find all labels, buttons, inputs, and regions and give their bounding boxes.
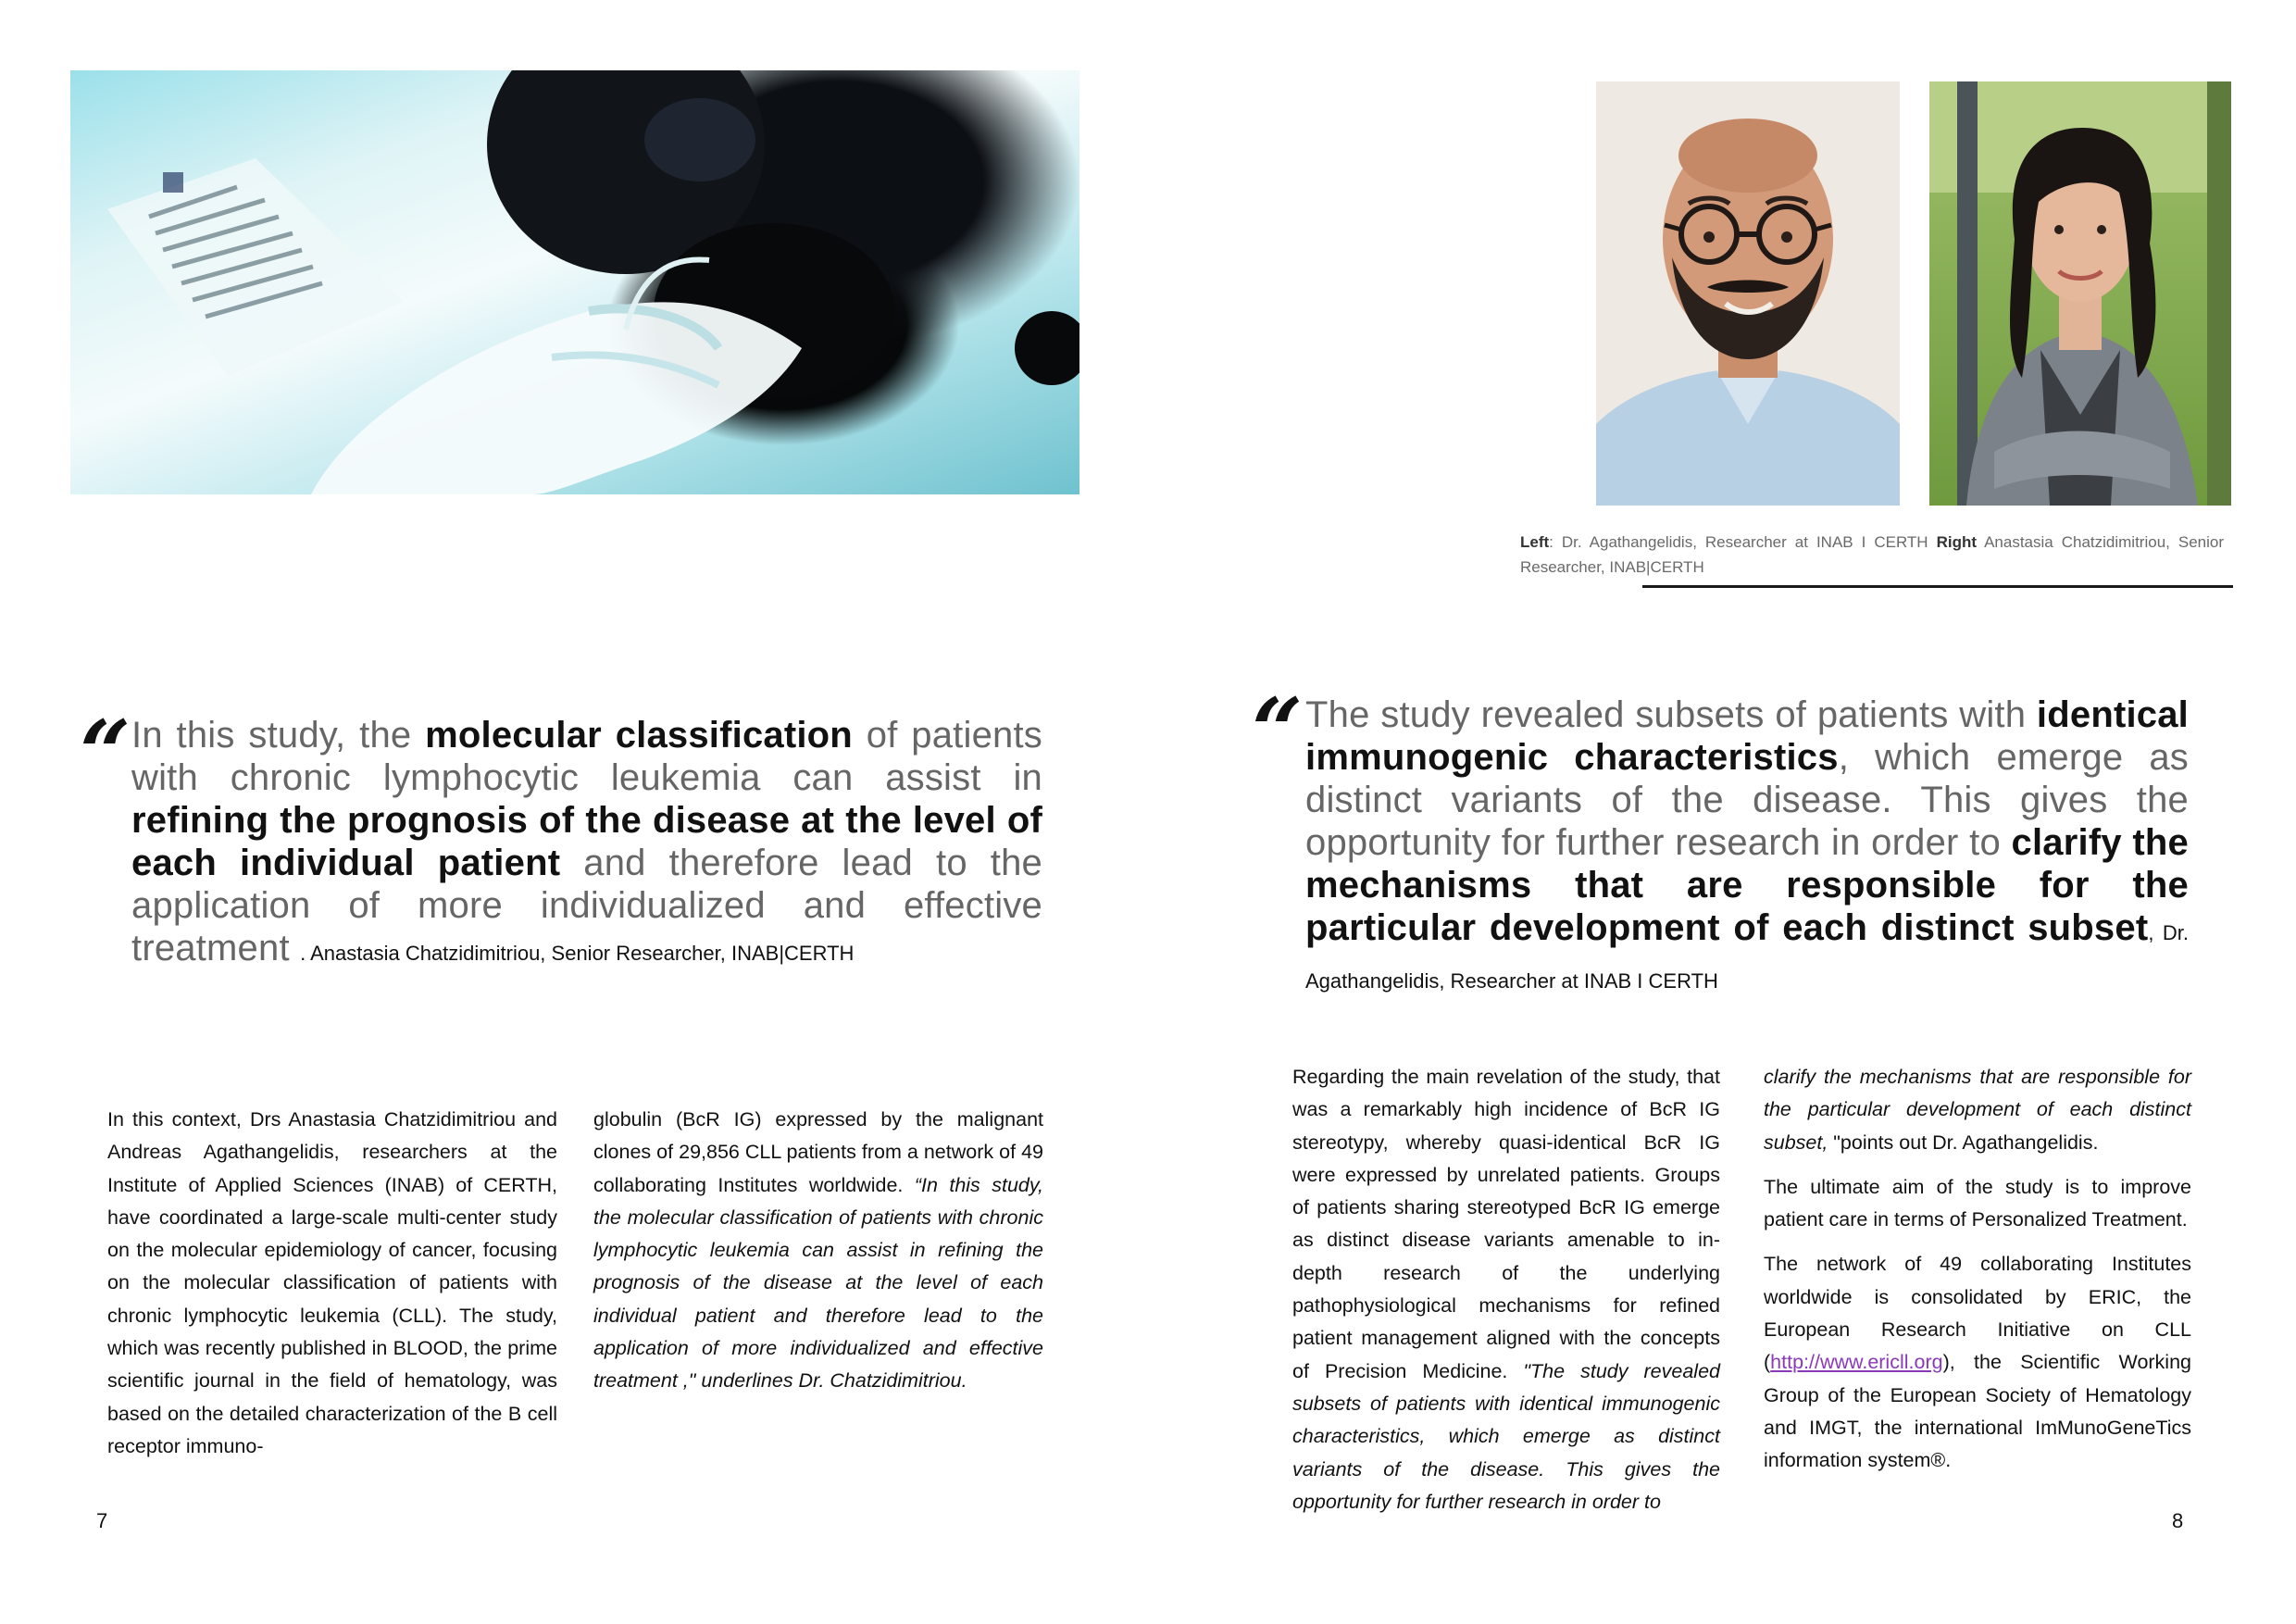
column-4-attribution: "points out Dr. Agathangelidis.: [1828, 1131, 2099, 1154]
body-column-2: [593, 1104, 1043, 1410]
body-column-4: [1764, 1061, 2191, 1490]
caption-left-text: : Dr. Agathangelidis, Researcher at INAB I CERTH: [1549, 533, 1937, 551]
caption-right-text: Anastasia Chatzidimitriou, Senior Researcher, INAB|CERTH: [1520, 533, 2224, 576]
column-3-paragraph: [1292, 1061, 1720, 1518]
body-column-1: [107, 1104, 557, 1475]
column-4-paragraph-2: The ultimate aim of the study is to improve patient care in terms of Personalized Treatment.: [1764, 1175, 2191, 1231]
column-4-paragraph-1: [1764, 1061, 2191, 1159]
quote-mark-left: “: [80, 701, 131, 806]
quote-left-text-3: and therefore lead to the application of more individualized and effective treatment: [131, 843, 1042, 968]
pull-quote-left: [131, 714, 1042, 975]
lab-microscope-photo: [70, 70, 1079, 494]
column-4-text-b: ), the Scientific Working Group of the European Society of Hematology and IMGT, the international ImMunoGeneTics information system®.: [1764, 1351, 2191, 1472]
pull-quote-right: [1305, 693, 2189, 1003]
column-3-italic-quote: "The study revealed subsets of patients with identical immunogenic characteristics, which emerge as distinct variants of the disease. This gives the opportunity for further research in order to: [1292, 1359, 1720, 1513]
caption-left-label: Left: [1520, 533, 1550, 551]
page-number-left: 7: [96, 1509, 108, 1532]
quote-left-attribution: . Anastasia Chatzidimitriou, Senior Researcher, INAB|CERTH: [300, 942, 855, 965]
portrait-woman-outdoors-icon: [1929, 81, 2231, 506]
photo-caption: [1520, 530, 2224, 580]
caption-right-label: Right: [1936, 533, 1978, 551]
column-2-paragraph: [593, 1104, 1043, 1398]
quote-right-text-1: The study revealed subsets of patients with: [1305, 694, 2037, 735]
quote-left-text-1: In this study, the: [131, 715, 426, 756]
portrait-photo-right: [1929, 81, 2231, 506]
quote-right-bold-1: identical immunogenic characteristics: [1305, 694, 2189, 778]
quote-left-text-2: of patients with chronic lymphocytic leukemia can assist in: [131, 715, 1042, 798]
page-number-right: 8: [2172, 1509, 2184, 1532]
quote-left-bold-2: refining the prognosis of the disease at the level of each individual patient: [131, 800, 1042, 883]
portrait-photo-left: [1596, 81, 1900, 506]
body-column-3: [1292, 1061, 1720, 1530]
ericll-link[interactable]: http://www.ericll.org: [1770, 1351, 1943, 1374]
microscope-lab-photo-icon: [70, 70, 1079, 494]
column-2-italic-quote: “In this study, the molecular classification of patients with chronic lymphocytic leukemia can assist in refining the prognosis of the disease at the level of each individual patient and therefore lead to the application of more individualized and effective treatment ," underlines Dr. Chatzidimitriou.: [593, 1173, 1044, 1393]
quote-right-bold-2: clarify the mechanisms that are responsible for the particular development of each distinct subset: [1305, 822, 2190, 948]
column-4-text-a: The network of 49 collaborating Institutes worldwide is consolidated by ERIC, the European Research Initiative on CLL (: [1764, 1253, 2191, 1374]
column-4-italic-quote: clarify the mechanisms that are responsible for the particular development of each distinct subset,: [1764, 1066, 2191, 1154]
column-2-text: globulin (BcR IG) expressed by the malignant clones of 29,856 CLL patients from a network of 49 collaborating Institutes worldwide.: [593, 1108, 1043, 1196]
column-4-paragraph-3: [1764, 1248, 2191, 1477]
portrait-man-glasses-icon: [1596, 81, 1900, 506]
caption-divider: [1642, 585, 2233, 588]
column-1-paragraph: In this context, Drs Anastasia Chatzidimitriou and Andreas Agathangelidis, researchers at the Institute of Applied Sciences (INAB) of CERTH, have coordinated a large-scale multi-center study on the molecular epidemiology of cancer, focusing on the molecular classification of patients with chronic lymphocytic leukemia (CLL). The study, which was recently published in BLOOD, the prime scientific journal in the field of hematology, was based on the detailed characterization of the B cell receptor immuno-: [107, 1108, 557, 1457]
quote-mark-right: “: [1252, 679, 1304, 783]
quote-right-text-2: , which emerge as distinct variants of the disease. This gives the opportunity for further research in order to: [1305, 737, 2189, 863]
quote-left-bold-1: molecular classification: [425, 715, 853, 756]
quote-right-attribution: , Dr. Agathangelidis, Researcher at INAB I CERTH: [1305, 921, 2189, 993]
column-3-text: Regarding the main revelation of the study, that was a remarkably high incidence of BcR IG stereotypy, whereby quasi-identical BcR IG were expressed by unrelated patients. Groups of patients sharing stereotyped BcR IG emerge as distinct disease variants amenable to in-depth research of the underlying pathophysiological mechanisms for refined patient management aligned with the concepts of Precision Medicine.: [1292, 1066, 1720, 1382]
